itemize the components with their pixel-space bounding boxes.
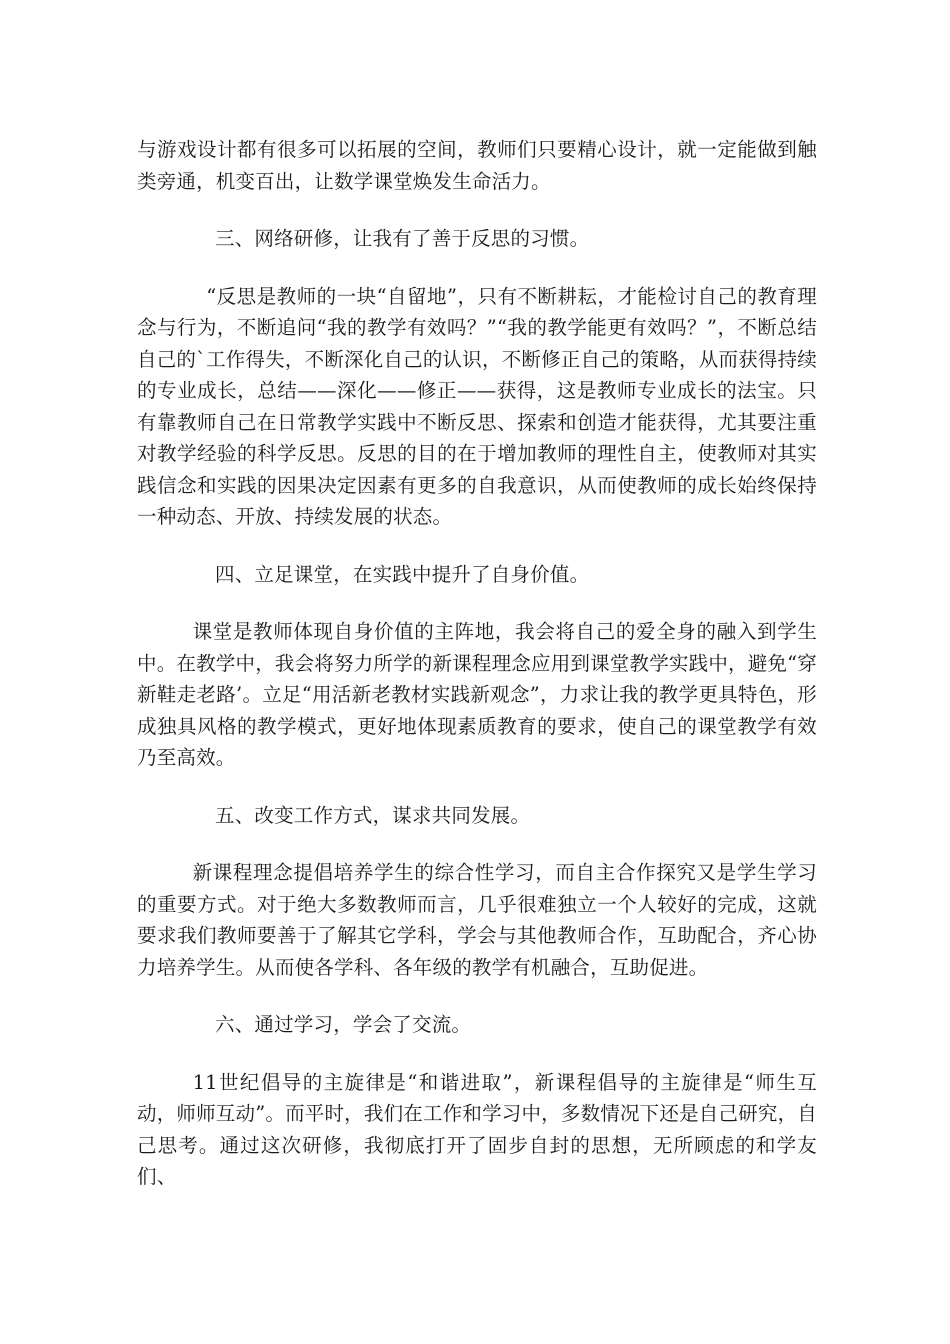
section-heading-3: 三、网络研修，让我有了善于反思的习惯。: [215, 227, 590, 250]
paragraph-classroom: 课堂是教师体现自身价值的主阵地，我会将自己的爱全身的融入到学生中。在教学中，我会将努力所学的新课程理念应用到课堂教学实践中，避免“穿新鞋走老路’。立足“用活新老教材实践新观念”，力求让我的教学更具特色，形成独具风格的教学模式，更好地体现素质教育的要求，使自己的课堂教学有效乃至高效。: [137, 620, 817, 769]
section-heading-5: 五、改变工作方式，谋求共同发展。: [215, 803, 531, 827]
section-heading-6: 六、通过学习，学会了交流。: [215, 1013, 472, 1036]
section-heading-4: 四、立足课堂，在实践中提升了自身价值。: [215, 562, 590, 586]
paragraph-communication: 11世纪倡导的主旋律是“和谐进取”，新课程倡导的主旋律是“师生互动，师师互动”。而平时，我们在工作和学习中，多数情况下还是自己研究，自己思考。通过这次研修，我彻底打开了固步自封的思想，无所顾虑的和学友们、: [137, 1070, 817, 1188]
paragraph-reflection: “反思是教师的一块“自留地”，只有不断耕耘，才能检讨自己的教育理念与行为，不断追问“我的教学有效吗？”“我的教学能更有效吗？”，不断总结自己的`工作得失，不断深化自己的认识，不断修正自己的策略，从而获得持续的专业成长，总结——深化——修正——获得，这是教师专业成长的法宝。只有靠教师自己在日常教学实践中不断反思、探索和创造才能获得，尤其要注重对教学经验的科学反思。反思的目的在于增加教师的理性自主，使教师对其实践信念和实践的因果决定因素有更多的自我意识，从而使教师的成长始终保持一种动态、开放、持续发展的状态。: [137, 284, 817, 528]
paragraph-continued: 与游戏设计都有很多可以拓展的空间，教师们只要精心设计，就一定能做到触类旁通，机变百出，让数学课堂焕发生命活力。: [137, 138, 817, 193]
document-body: [137, 134, 817, 1219]
paragraph-cooperation: 新课程理念提倡培养学生的综合性学习，而自主合作探究又是学生学习的重要方式。对于绝大多数教师而言，几乎很难独立一个人较好的完成，这就要求我们教师要善于了解其它学科，学会与其他教师合作，互助配合，齐心协力培养学生。从而使各学科、各年级的教学有机融合，互助促进。: [137, 861, 817, 979]
